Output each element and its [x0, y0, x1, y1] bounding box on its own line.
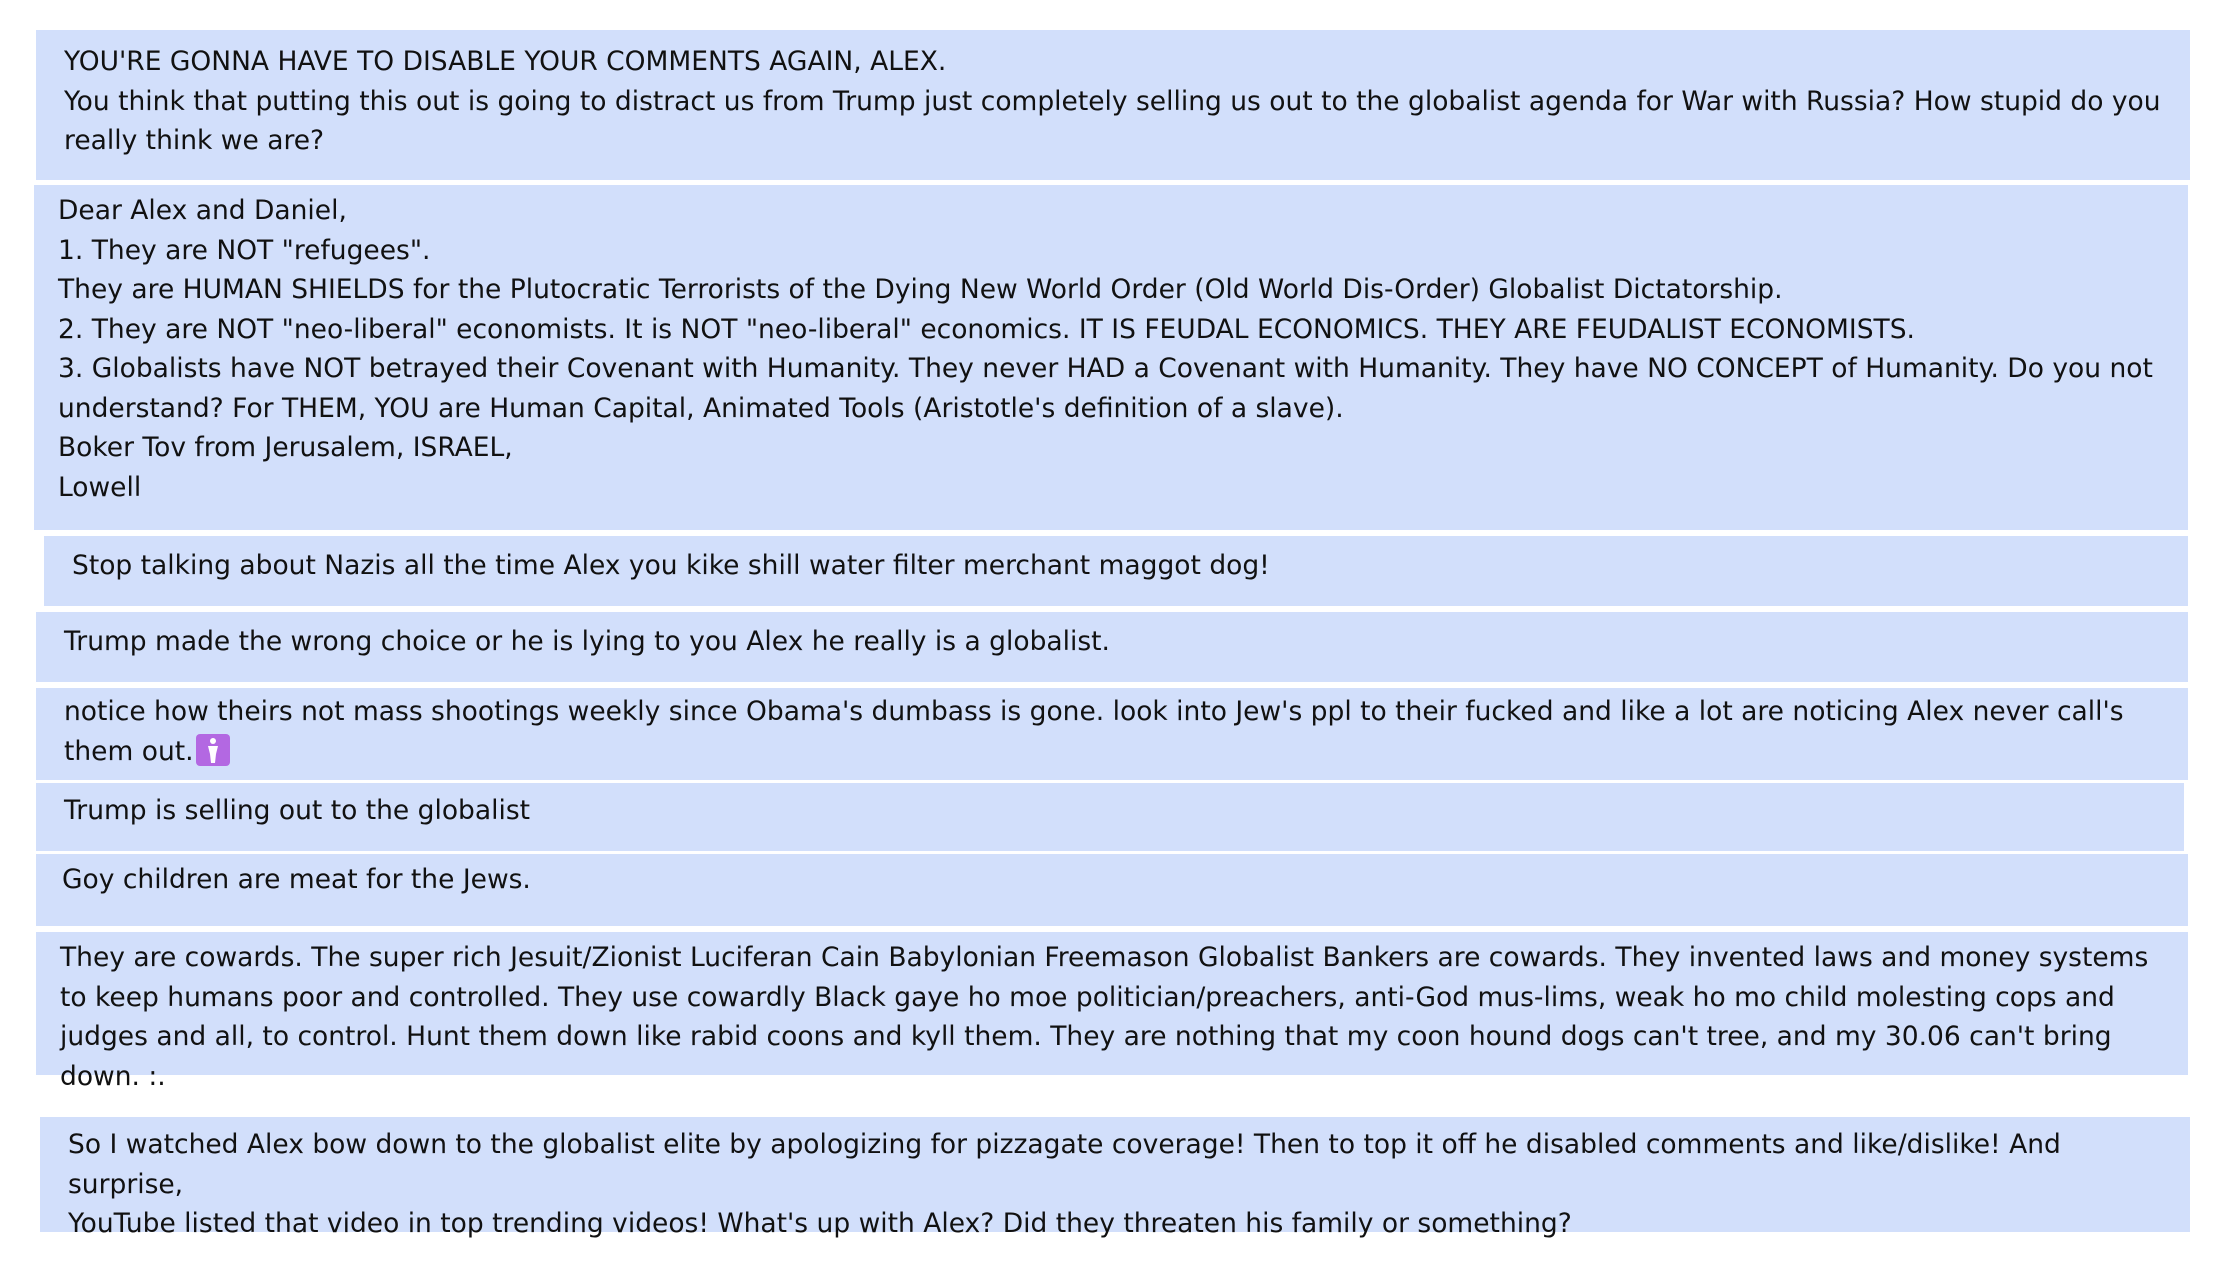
- person-standing-icon: [196, 734, 230, 766]
- comment-line: YOU'RE GONNA HAVE TO DISABLE YOUR COMMENTS AGAIN, ALEX.: [64, 46, 947, 77]
- comment: [40, 1117, 2190, 1239]
- comment-line: notice how theirs not mass shootings weekly since Obama's dumbass is gone. look into Jew's ppl to their fucked and like a lot are noticing Alex never call's: [64, 696, 2124, 727]
- comment-line: Trump is selling out to the globalist: [64, 795, 531, 826]
- comment: [44, 536, 2188, 606]
- comment-line: Lowell: [58, 471, 142, 503]
- comment-line: They are cowards. The super rich Jesuit/Zionist Luciferan Cain Babylonian Freemason Globalist Bankers are cowards. They invented laws and money systems: [60, 942, 2149, 973]
- comment-line: really think we are?: [64, 125, 325, 156]
- comment-line: Stop talking about Nazis all the time Alex you kike shill water filter merchant maggot dog!: [72, 550, 1270, 581]
- comment-line: You think that putting this out is going to distract us from Trump just completely selling us out to the globalist agenda for War with Russia? How stupid do you: [64, 85, 2161, 117]
- comment-line: Trump made the wrong choice or he is lying to you Alex he really is a globalist.: [64, 626, 1110, 657]
- comment: [36, 30, 2190, 180]
- comment-line-with-icon: [64, 732, 2160, 772]
- comment: [36, 854, 2188, 926]
- comment-line: Boker Tov from Jerusalem, ISRAEL,: [58, 432, 513, 463]
- comment-line: 3. Globalists have NOT betrayed their Covenant with Humanity. They never HAD a Covenant with Humanity. They have NO CONCEPT of Humanity. Do you not: [58, 353, 2153, 384]
- comment-line: So I watched Alex bow down to the globalist elite by apologizing for pizzagate coverage! Then to top it off he disabled comments and like/dislike! And surprise,: [68, 1129, 2061, 1200]
- comment: [36, 688, 2188, 780]
- comment-line: 1. They are NOT "refugees".: [58, 234, 431, 266]
- comment-line: to keep humans poor and controlled. They use cowardly Black gaye ho moe politician/preachers, anti-God mus-lims, weak ho mo child molesting cops and: [60, 981, 2115, 1013]
- comment-line: They are HUMAN SHIELDS for the Plutocratic Terrorists of the Dying New World Order (Old World Dis-Order) Globalist Dictatorship.: [58, 274, 1783, 305]
- comment: [36, 783, 2184, 851]
- comment-line: 2. They are NOT "neo-liberal" economists. It is NOT "neo-liberal" economics. IT IS FEUDAL ECONOMICS. THEY ARE FEUDALIST ECONOMISTS.: [58, 313, 1915, 345]
- comment-line: Dear Alex and Daniel,: [58, 195, 347, 226]
- comment-line: down. :.: [60, 1060, 166, 1092]
- comment: [34, 185, 2188, 530]
- comment: [36, 932, 2188, 1092]
- comment-line: them out.: [64, 735, 194, 767]
- comment-line: understand? For THEM, YOU are Human Capital, Animated Tools (Aristotle's definition of a slave).: [58, 392, 1344, 424]
- comment-line: YouTube listed that video in top trending videos! What's up with Alex? Did they threaten his family or something?: [68, 1208, 1572, 1239]
- comment-line: judges and all, to control. Hunt them down like rabid coons and kyll them. They are nothing that my coon hound dogs can't tree, and my 30.06 can't bring: [60, 1021, 2112, 1052]
- comment: [36, 612, 2188, 682]
- comment-line: Goy children are meat for the Jews.: [62, 864, 531, 895]
